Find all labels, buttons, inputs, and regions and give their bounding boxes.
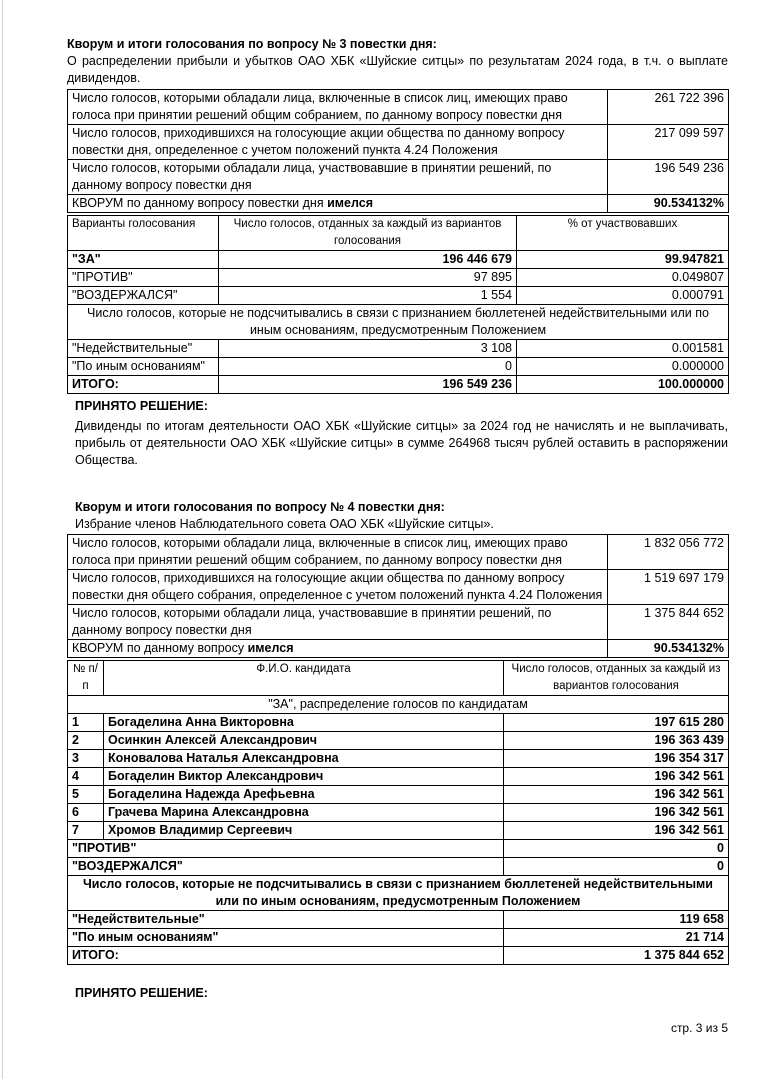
candidate-number: 6 bbox=[68, 804, 104, 822]
q3-invalid-count-2: 0 bbox=[219, 358, 517, 376]
q4-invalid-label-2: "По иным основаниям" bbox=[68, 929, 504, 947]
candidate-name: Хромов Владимир Сергеевич bbox=[104, 822, 504, 840]
table-row bbox=[68, 269, 729, 287]
q3-col-count: Число голосов, отданных за каждый из вариантов голосования bbox=[219, 216, 517, 251]
table-row bbox=[68, 732, 729, 750]
candidate-name: Богаделина Анна Викторовна bbox=[104, 714, 504, 732]
q4-za-note: "ЗА", распределение голосов по кандидатам bbox=[68, 696, 729, 714]
table-row bbox=[68, 90, 729, 125]
q3-vote-pct-abstain: 0.000791 bbox=[517, 287, 729, 305]
table-row bbox=[68, 876, 729, 911]
q3-total-label: ИТОГО: bbox=[68, 376, 219, 394]
page-content bbox=[67, 36, 728, 1002]
q4-total-label: ИТОГО: bbox=[68, 947, 504, 965]
q3-vote-count-abstain: 1 554 bbox=[219, 287, 517, 305]
q3-quorum-value-2: 217 099 597 bbox=[608, 125, 729, 160]
page-number: стр. 3 из 5 bbox=[670, 1021, 728, 1035]
table-row bbox=[68, 605, 729, 640]
candidate-number: 1 bbox=[68, 714, 104, 732]
q4-quorum-text: КВОРУМ по данному вопросу bbox=[72, 641, 245, 655]
table-row bbox=[68, 804, 729, 822]
q3-col-options: Варианты голосования bbox=[68, 216, 219, 251]
q3-vote-count-za: 196 446 679 bbox=[219, 251, 517, 269]
table-row bbox=[68, 376, 729, 394]
table-row bbox=[68, 858, 729, 876]
candidate-name: Богаделина Надежда Арефьевна bbox=[104, 786, 504, 804]
q3-quorum-label-3: Число голосов, которыми обладали лица, участвовавшие в принятии решений, по данному вопросу повестки дня bbox=[68, 160, 608, 195]
table-row bbox=[68, 160, 729, 195]
candidate-name: Грачева Марина Александровна bbox=[104, 804, 504, 822]
page-border bbox=[2, 0, 3, 1079]
q3-quorum-label-2: Число голосов, приходившихся на голосующие акции общества по данному вопросу повестки дня, определенное с учетом положений пункта 4.24 Положения bbox=[68, 125, 608, 160]
table-row bbox=[68, 358, 729, 376]
q3-votes-table bbox=[67, 215, 729, 394]
table-row bbox=[68, 535, 729, 570]
candidate-votes: 196 342 561 bbox=[504, 804, 729, 822]
q3-col-percent: % от участвовавших bbox=[517, 216, 729, 251]
q4-quorum-value-3: 1 375 844 652 bbox=[608, 605, 729, 640]
q4-col-number: № п/п bbox=[68, 661, 104, 696]
q3-invalid-pct-1: 0.001581 bbox=[517, 340, 729, 358]
q4-subject: Избрание членов Наблюдательного совета ОАО ХБК «Шуйские ситцы». bbox=[75, 517, 494, 531]
q3-total-count: 196 549 236 bbox=[219, 376, 517, 394]
q4-abstain-value: 0 bbox=[504, 858, 729, 876]
q3-vote-pct-against: 0.049807 bbox=[517, 269, 729, 287]
q4-quorum-value-2: 1 519 697 179 bbox=[608, 570, 729, 605]
candidate-number: 3 bbox=[68, 750, 104, 768]
q3-quorum-text: КВОРУМ по данному вопросу повестки дня bbox=[72, 196, 324, 210]
candidate-number: 2 bbox=[68, 732, 104, 750]
table-row bbox=[68, 786, 729, 804]
q3-invalid-count-1: 3 108 bbox=[219, 340, 517, 358]
q3-heading: Кворум и итоги голосования по вопросу № 3 повестки дня: bbox=[67, 37, 437, 51]
candidate-votes: 196 363 439 bbox=[504, 732, 729, 750]
candidate-number: 4 bbox=[68, 768, 104, 786]
table-row bbox=[68, 696, 729, 714]
q3-quorum-label-1: Число голосов, которыми обладали лица, включенные в список лиц, имеющих право голоса при принятии решений общим собранием, по данному вопросу повестки дня bbox=[68, 90, 608, 125]
q4-col-name: Ф.И.О. кандидата bbox=[104, 661, 504, 696]
q3-invalid-note: Число голосов, которые не подсчитывались в связи с признанием бюллетеней недействительными или по иным основаниям, предусмотренным Положением bbox=[68, 305, 729, 340]
q4-decision-heading: ПРИНЯТО РЕШЕНИЕ: bbox=[75, 986, 208, 1000]
q4-candidates-table bbox=[67, 660, 729, 965]
q4-invalid-note: Число голосов, которые не подсчитывались в связи с признанием бюллетеней недействительными или по иным основаниям, предусмотренным Положением bbox=[68, 876, 729, 911]
q4-quorum-row-label bbox=[68, 640, 608, 658]
table-row bbox=[68, 822, 729, 840]
table-row bbox=[68, 125, 729, 160]
q4-invalid-value-2: 21 714 bbox=[504, 929, 729, 947]
q4-quorum-label-2: Число голосов, приходившихся на голосующие акции общества по данному вопросу повестки дня общего собрания, определенное с учетом положений пункта 4.24 Положения bbox=[68, 570, 608, 605]
candidate-name: Осинкин Алексей Александрович bbox=[104, 732, 504, 750]
table-row bbox=[68, 305, 729, 340]
q3-quorum-table bbox=[67, 89, 729, 213]
table-row bbox=[68, 714, 729, 732]
q3-vote-option-against: "ПРОТИВ" bbox=[68, 269, 219, 287]
table-row bbox=[68, 640, 729, 658]
q4-quorum-status: имелся bbox=[247, 641, 294, 655]
q3-quorum-value-1: 261 722 396 bbox=[608, 90, 729, 125]
candidate-votes: 197 615 280 bbox=[504, 714, 729, 732]
q4-invalid-label-1: "Недействительные" bbox=[68, 911, 504, 929]
q4-heading: Кворум и итоги голосования по вопросу № 4 повестки дня: bbox=[75, 500, 445, 514]
q4-col-votes: Число голосов, отданных за каждый из вариантов голосования bbox=[504, 661, 729, 696]
table-row bbox=[68, 768, 729, 786]
candidate-number: 5 bbox=[68, 786, 104, 804]
table-header-row bbox=[68, 216, 729, 251]
q3-quorum-value-3: 196 549 236 bbox=[608, 160, 729, 195]
candidate-votes: 196 342 561 bbox=[504, 786, 729, 804]
q3-vote-option-abstain: "ВОЗДЕРЖАЛСЯ" bbox=[68, 287, 219, 305]
q4-invalid-value-1: 119 658 bbox=[504, 911, 729, 929]
q3-quorum-row-label bbox=[68, 195, 608, 213]
q4-against-value: 0 bbox=[504, 840, 729, 858]
q4-quorum-label-3: Число голосов, которыми обладали лица, участвовавшие в принятии решений, по данному вопросу повестки дня bbox=[68, 605, 608, 640]
q3-quorum-percent: 90.534132% bbox=[608, 195, 729, 213]
table-row bbox=[68, 947, 729, 965]
q3-vote-option-za: "ЗА" bbox=[68, 251, 219, 269]
q3-subject: О распределении прибыли и убытков ОАО ХБК «Шуйские ситцы» по результатам 2024 года, в т.ч. о выплате дивидендов. bbox=[67, 54, 728, 85]
q3-vote-count-against: 97 895 bbox=[219, 269, 517, 287]
q3-decision-heading: ПРИНЯТО РЕШЕНИЕ: bbox=[75, 399, 208, 413]
table-row bbox=[68, 570, 729, 605]
q4-quorum-table bbox=[67, 534, 729, 658]
q4-quorum-percent: 90.534132% bbox=[608, 640, 729, 658]
q3-invalid-pct-2: 0.000000 bbox=[517, 358, 729, 376]
candidate-votes: 196 342 561 bbox=[504, 822, 729, 840]
candidate-number: 7 bbox=[68, 822, 104, 840]
table-row bbox=[68, 840, 729, 858]
q3-invalid-option-2: "По иным основаниям" bbox=[68, 358, 219, 376]
table-row bbox=[68, 911, 729, 929]
table-row bbox=[68, 340, 729, 358]
table-row bbox=[68, 929, 729, 947]
q4-against-label: "ПРОТИВ" bbox=[68, 840, 504, 858]
candidate-votes: 196 354 317 bbox=[504, 750, 729, 768]
q3-total-pct: 100.000000 bbox=[517, 376, 729, 394]
q3-invalid-option-1: "Недействительные" bbox=[68, 340, 219, 358]
candidate-name: Богаделин Виктор Александрович bbox=[104, 768, 504, 786]
candidate-votes: 196 342 561 bbox=[504, 768, 729, 786]
table-row bbox=[68, 287, 729, 305]
q4-quorum-value-1: 1 832 056 772 bbox=[608, 535, 729, 570]
table-row bbox=[68, 750, 729, 768]
table-header-row bbox=[68, 661, 729, 696]
q4-total-value: 1 375 844 652 bbox=[504, 947, 729, 965]
q3-decision-text: Дивиденды по итогам деятельности ОАО ХБК «Шуйские ситцы» за 2024 год не начислять и не выплачивать, прибыль от деятельности ОАО ХБК «Шуйские ситцы» в сумме 264968 тысяч рублей оставить в распоряжении Общества. bbox=[75, 419, 728, 467]
q4-quorum-label-1: Число голосов, которыми обладали лица, включенные в список лиц, имеющих право голоса при принятии решений общим собранием, по данному вопросу повестки дня bbox=[68, 535, 608, 570]
candidate-name: Коновалова Наталья Александровна bbox=[104, 750, 504, 768]
table-row bbox=[68, 251, 729, 269]
q3-quorum-status: имелся bbox=[327, 196, 373, 210]
q3-vote-pct-za: 99.947821 bbox=[517, 251, 729, 269]
table-row bbox=[68, 195, 729, 213]
q4-abstain-label: "ВОЗДЕРЖАЛСЯ" bbox=[68, 858, 504, 876]
